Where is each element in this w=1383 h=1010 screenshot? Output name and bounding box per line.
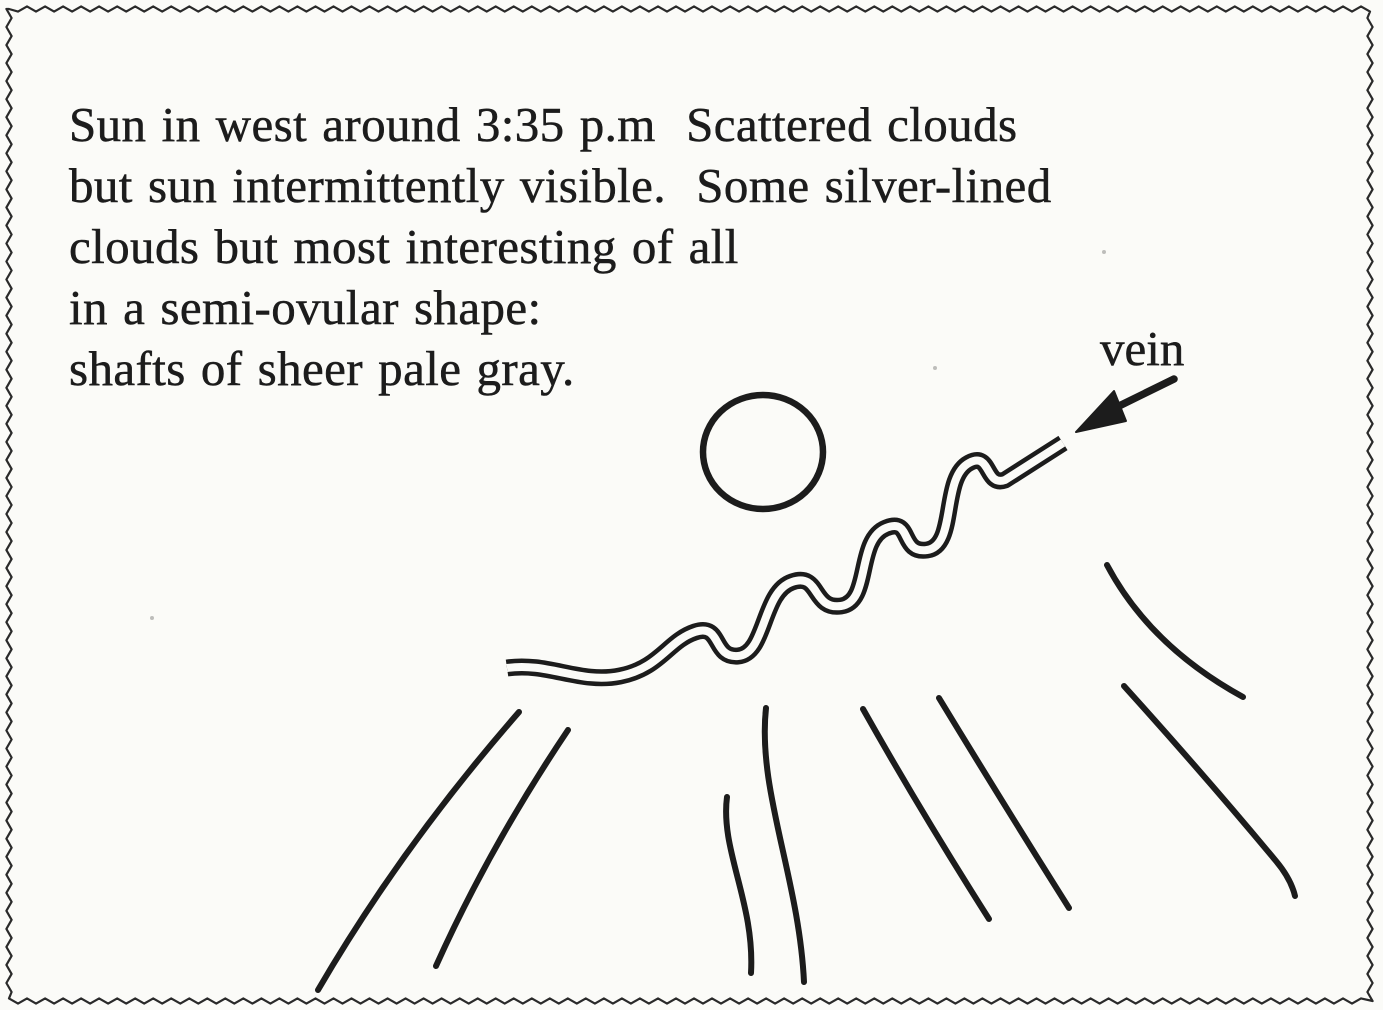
note-line-1: Sun in west around 3:35 p.m Scattered clouds	[69, 97, 1018, 152]
note-line-5: shafts of sheer pale gray.	[69, 341, 575, 396]
light-shaft-line-8	[1124, 686, 1295, 896]
note-line-4: in a semi-ovular shape:	[69, 280, 542, 335]
note-line-3: clouds but most interesting of all	[69, 219, 739, 274]
note-line-2: but sun intermittently visible. Some silver-lined	[69, 158, 1052, 213]
vein-label: vein	[1100, 321, 1185, 376]
light-shaft-line-1	[318, 712, 519, 990]
light-shaft-line-5	[863, 709, 989, 919]
light-shaft-line-7	[1107, 565, 1243, 697]
light-shaft-line-4	[726, 797, 751, 973]
paper-speck	[1102, 250, 1106, 254]
vein-arrow-shaft	[1115, 379, 1174, 408]
light-shafts	[318, 565, 1295, 990]
light-shaft-line-6	[939, 698, 1069, 908]
vein-arrow	[1076, 379, 1174, 432]
vein-squiggle-core	[507, 443, 1063, 678]
vein-squiggle-icon	[507, 443, 1063, 678]
sun-circle-icon	[703, 395, 823, 509]
light-shaft-line-3	[765, 708, 804, 982]
vein-arrow-head-icon	[1076, 391, 1126, 432]
paper-speck	[150, 616, 154, 620]
light-shaft-line-2	[436, 730, 568, 966]
note-text	[69, 94, 1052, 399]
